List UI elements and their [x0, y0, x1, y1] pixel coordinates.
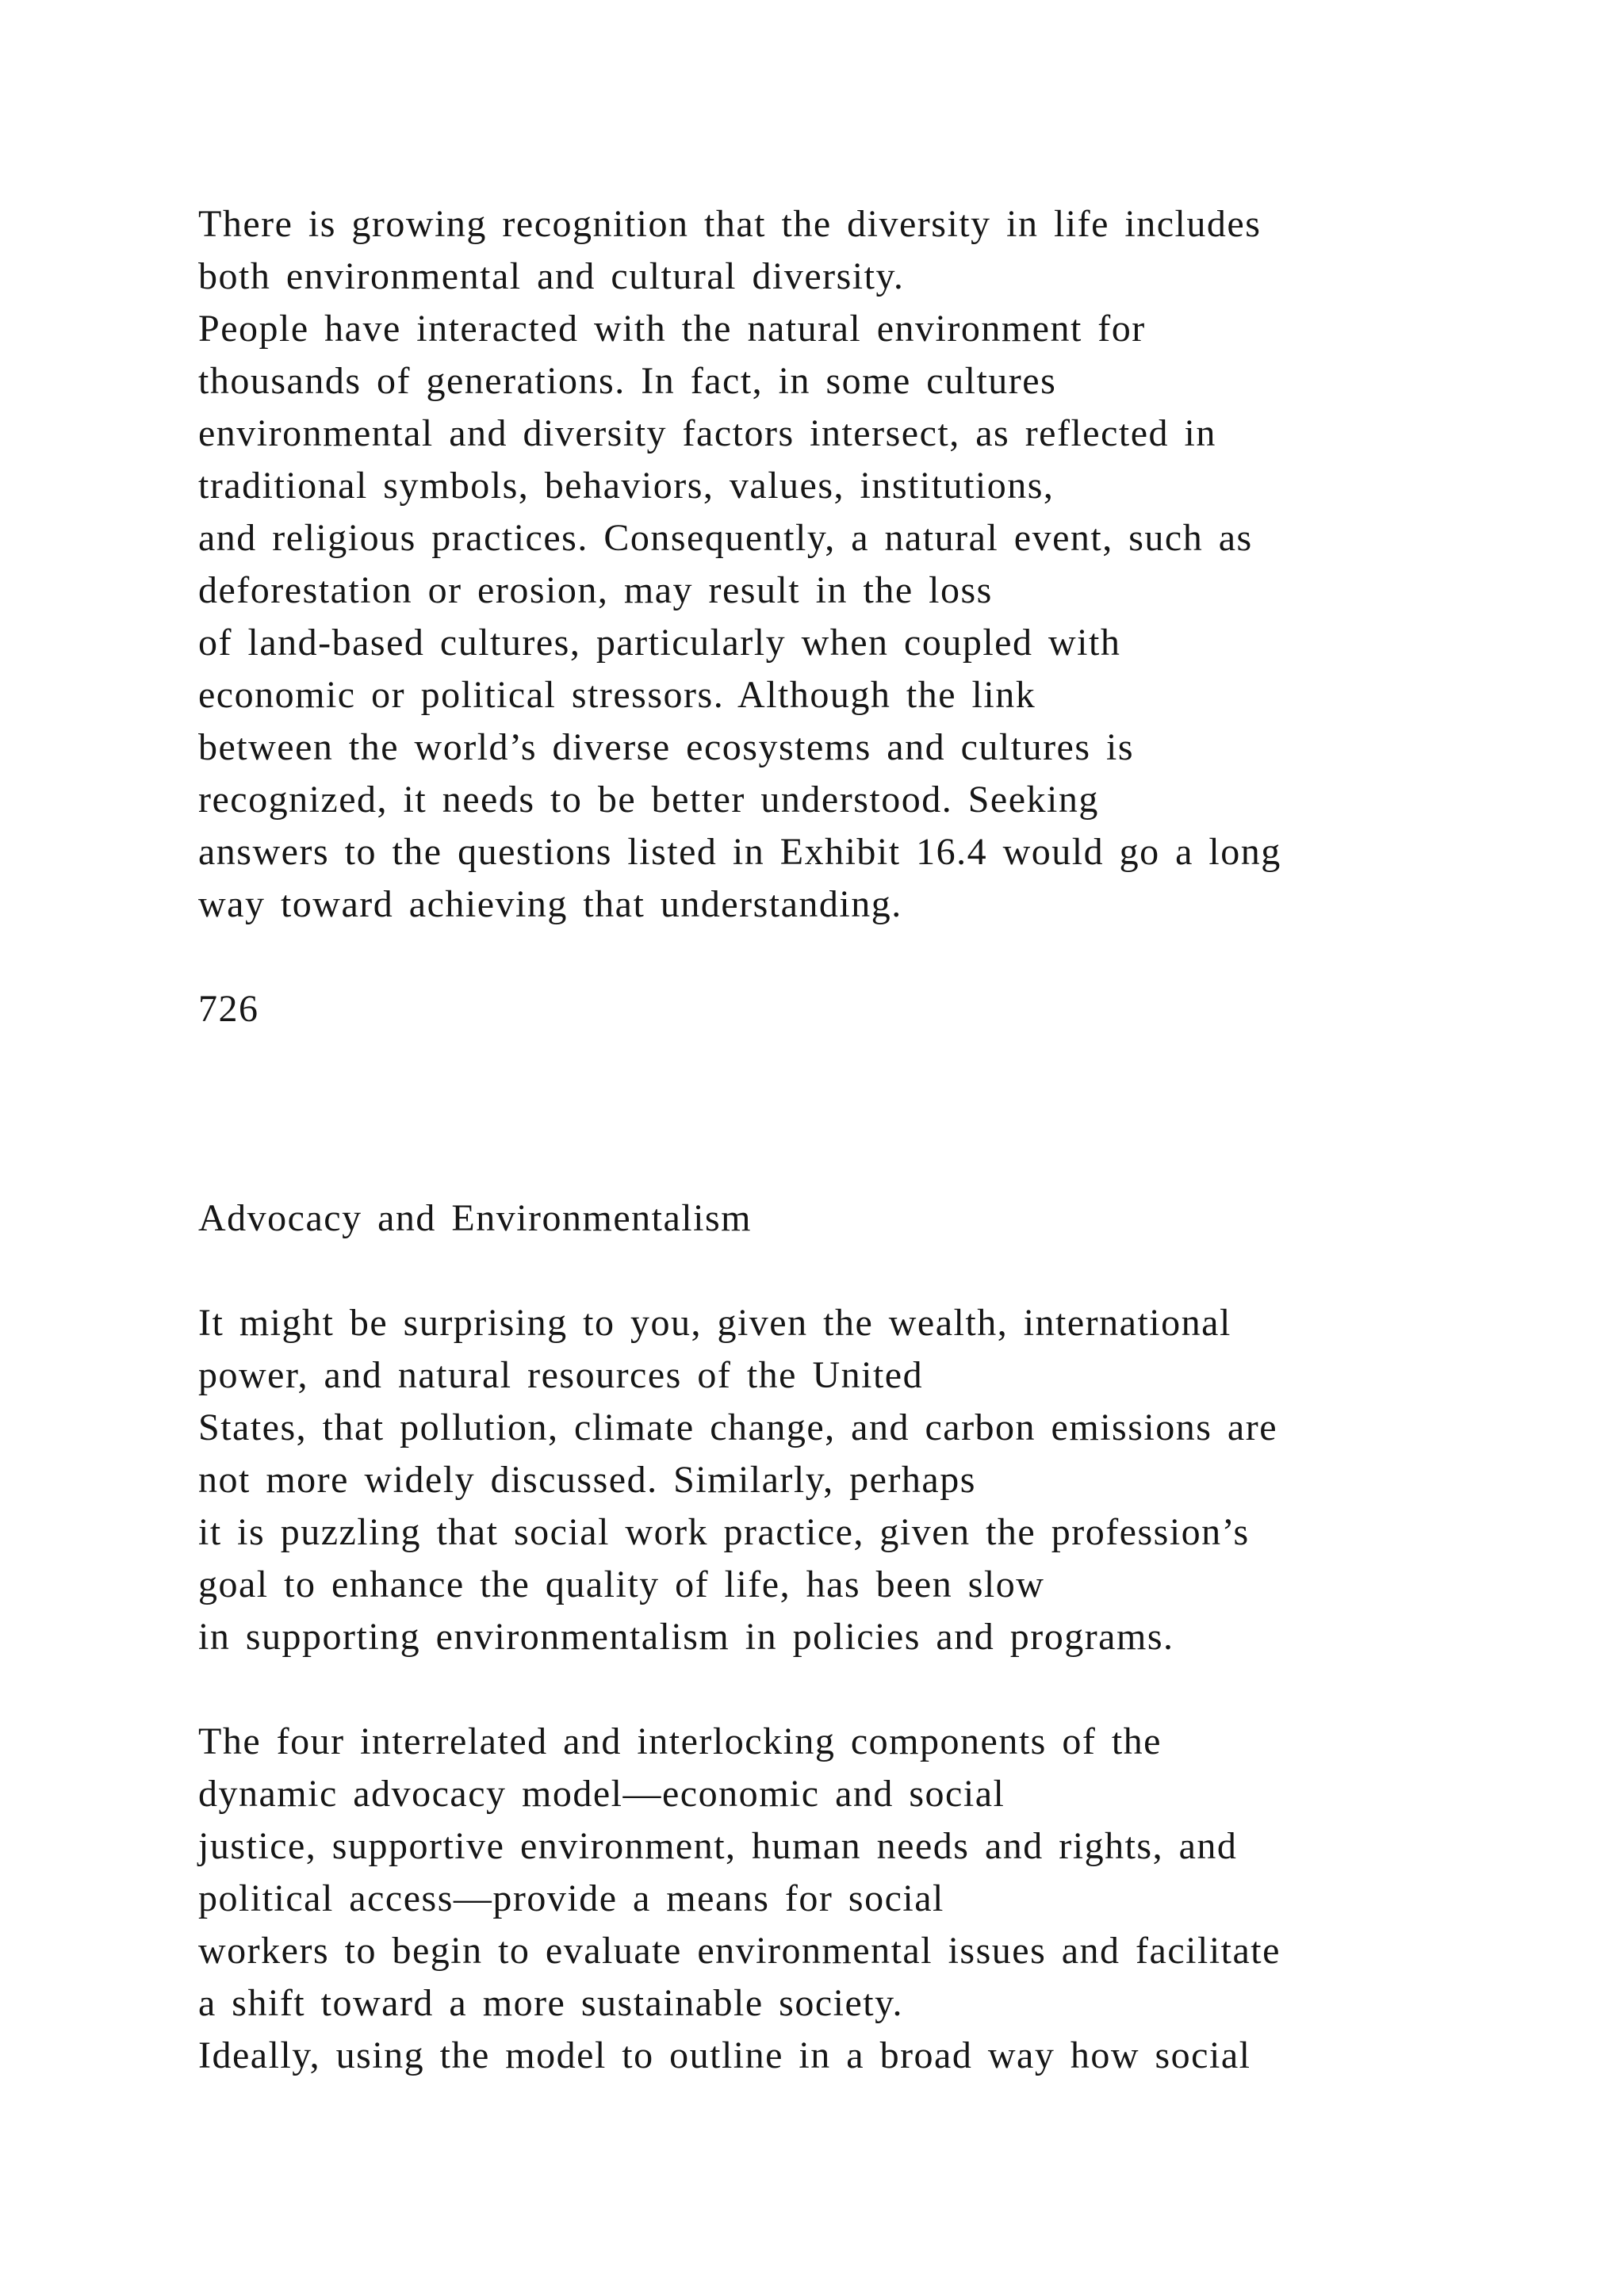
paragraph-advocacy: [198, 1297, 1499, 1663]
text-line: People have interacted with the natural environment for: [198, 308, 1146, 350]
text-line: deforestation or erosion, may result in the loss: [198, 569, 993, 611]
text-line: justice, supportive environment, human needs and rights, and: [198, 1825, 1238, 1867]
text-line: Ideally, using the model to outline in a broad way how social: [198, 2034, 1251, 2076]
text-line: both environmental and cultural diversity.: [198, 255, 905, 297]
text-line: goal to enhance the quality of life, has been slow: [198, 1563, 1045, 1605]
text-line: a shift toward a more sustainable society.: [198, 1982, 903, 2024]
text-line: way toward achieving that understanding.: [198, 883, 902, 925]
text-line: political access—provide a means for social: [198, 1877, 944, 1919]
text-line: environmental and diversity factors intersect, as reflected in: [198, 412, 1216, 454]
spacer: [198, 1140, 1499, 1192]
spacer: [198, 1088, 1499, 1140]
text-line: States, that pollution, climate change, and carbon emissions are: [198, 1406, 1277, 1448]
document-page: [198, 198, 1499, 2082]
spacer: [198, 1035, 1499, 1088]
text-line: workers to begin to evaluate environmental issues and facilitate: [198, 1930, 1281, 1972]
text-line: thousands of generations. In fact, in some cultures: [198, 360, 1057, 402]
spacer: [198, 1663, 1499, 1716]
text-line: of land-based cultures, particularly when coupled with: [198, 622, 1121, 664]
text-line: and religious practices. Consequently, a natural event, such as: [198, 517, 1253, 559]
text-line: The four interrelated and interlocking components of the: [198, 1720, 1162, 1762]
text-line: recognized, it needs to be better understood. Seeking: [198, 779, 1099, 821]
text-line: economic or political stressors. Although the link: [198, 674, 1036, 716]
text-line: between the world’s diverse ecosystems and cultures is: [198, 726, 1135, 768]
spacer: [198, 1245, 1499, 1297]
text-line: in supporting environmentalism in policies and programs.: [198, 1616, 1174, 1658]
text-line: it is puzzling that social work practice, given the profession’s: [198, 1511, 1250, 1553]
text-line: answers to the questions listed in Exhibit 16.4 would go a long: [198, 831, 1281, 873]
paragraph-diversity: [198, 198, 1499, 931]
text-line: traditional symbols, behaviors, values, institutions,: [198, 465, 1055, 507]
spacer: [198, 931, 1499, 983]
text-line: It might be surprising to you, given the wealth, international: [198, 1302, 1231, 1344]
text-line: There is growing recognition that the diversity in life includes: [198, 203, 1262, 245]
text-line: not more widely discussed. Similarly, perhaps: [198, 1459, 976, 1501]
page-number: 726: [198, 988, 259, 1030]
paragraph-model: [198, 1716, 1499, 2082]
text-line: dynamic advocacy model—economic and social: [198, 1773, 1005, 1815]
section-heading: Advocacy and Environmentalism: [198, 1197, 752, 1239]
text-line: power, and natural resources of the United: [198, 1354, 924, 1396]
